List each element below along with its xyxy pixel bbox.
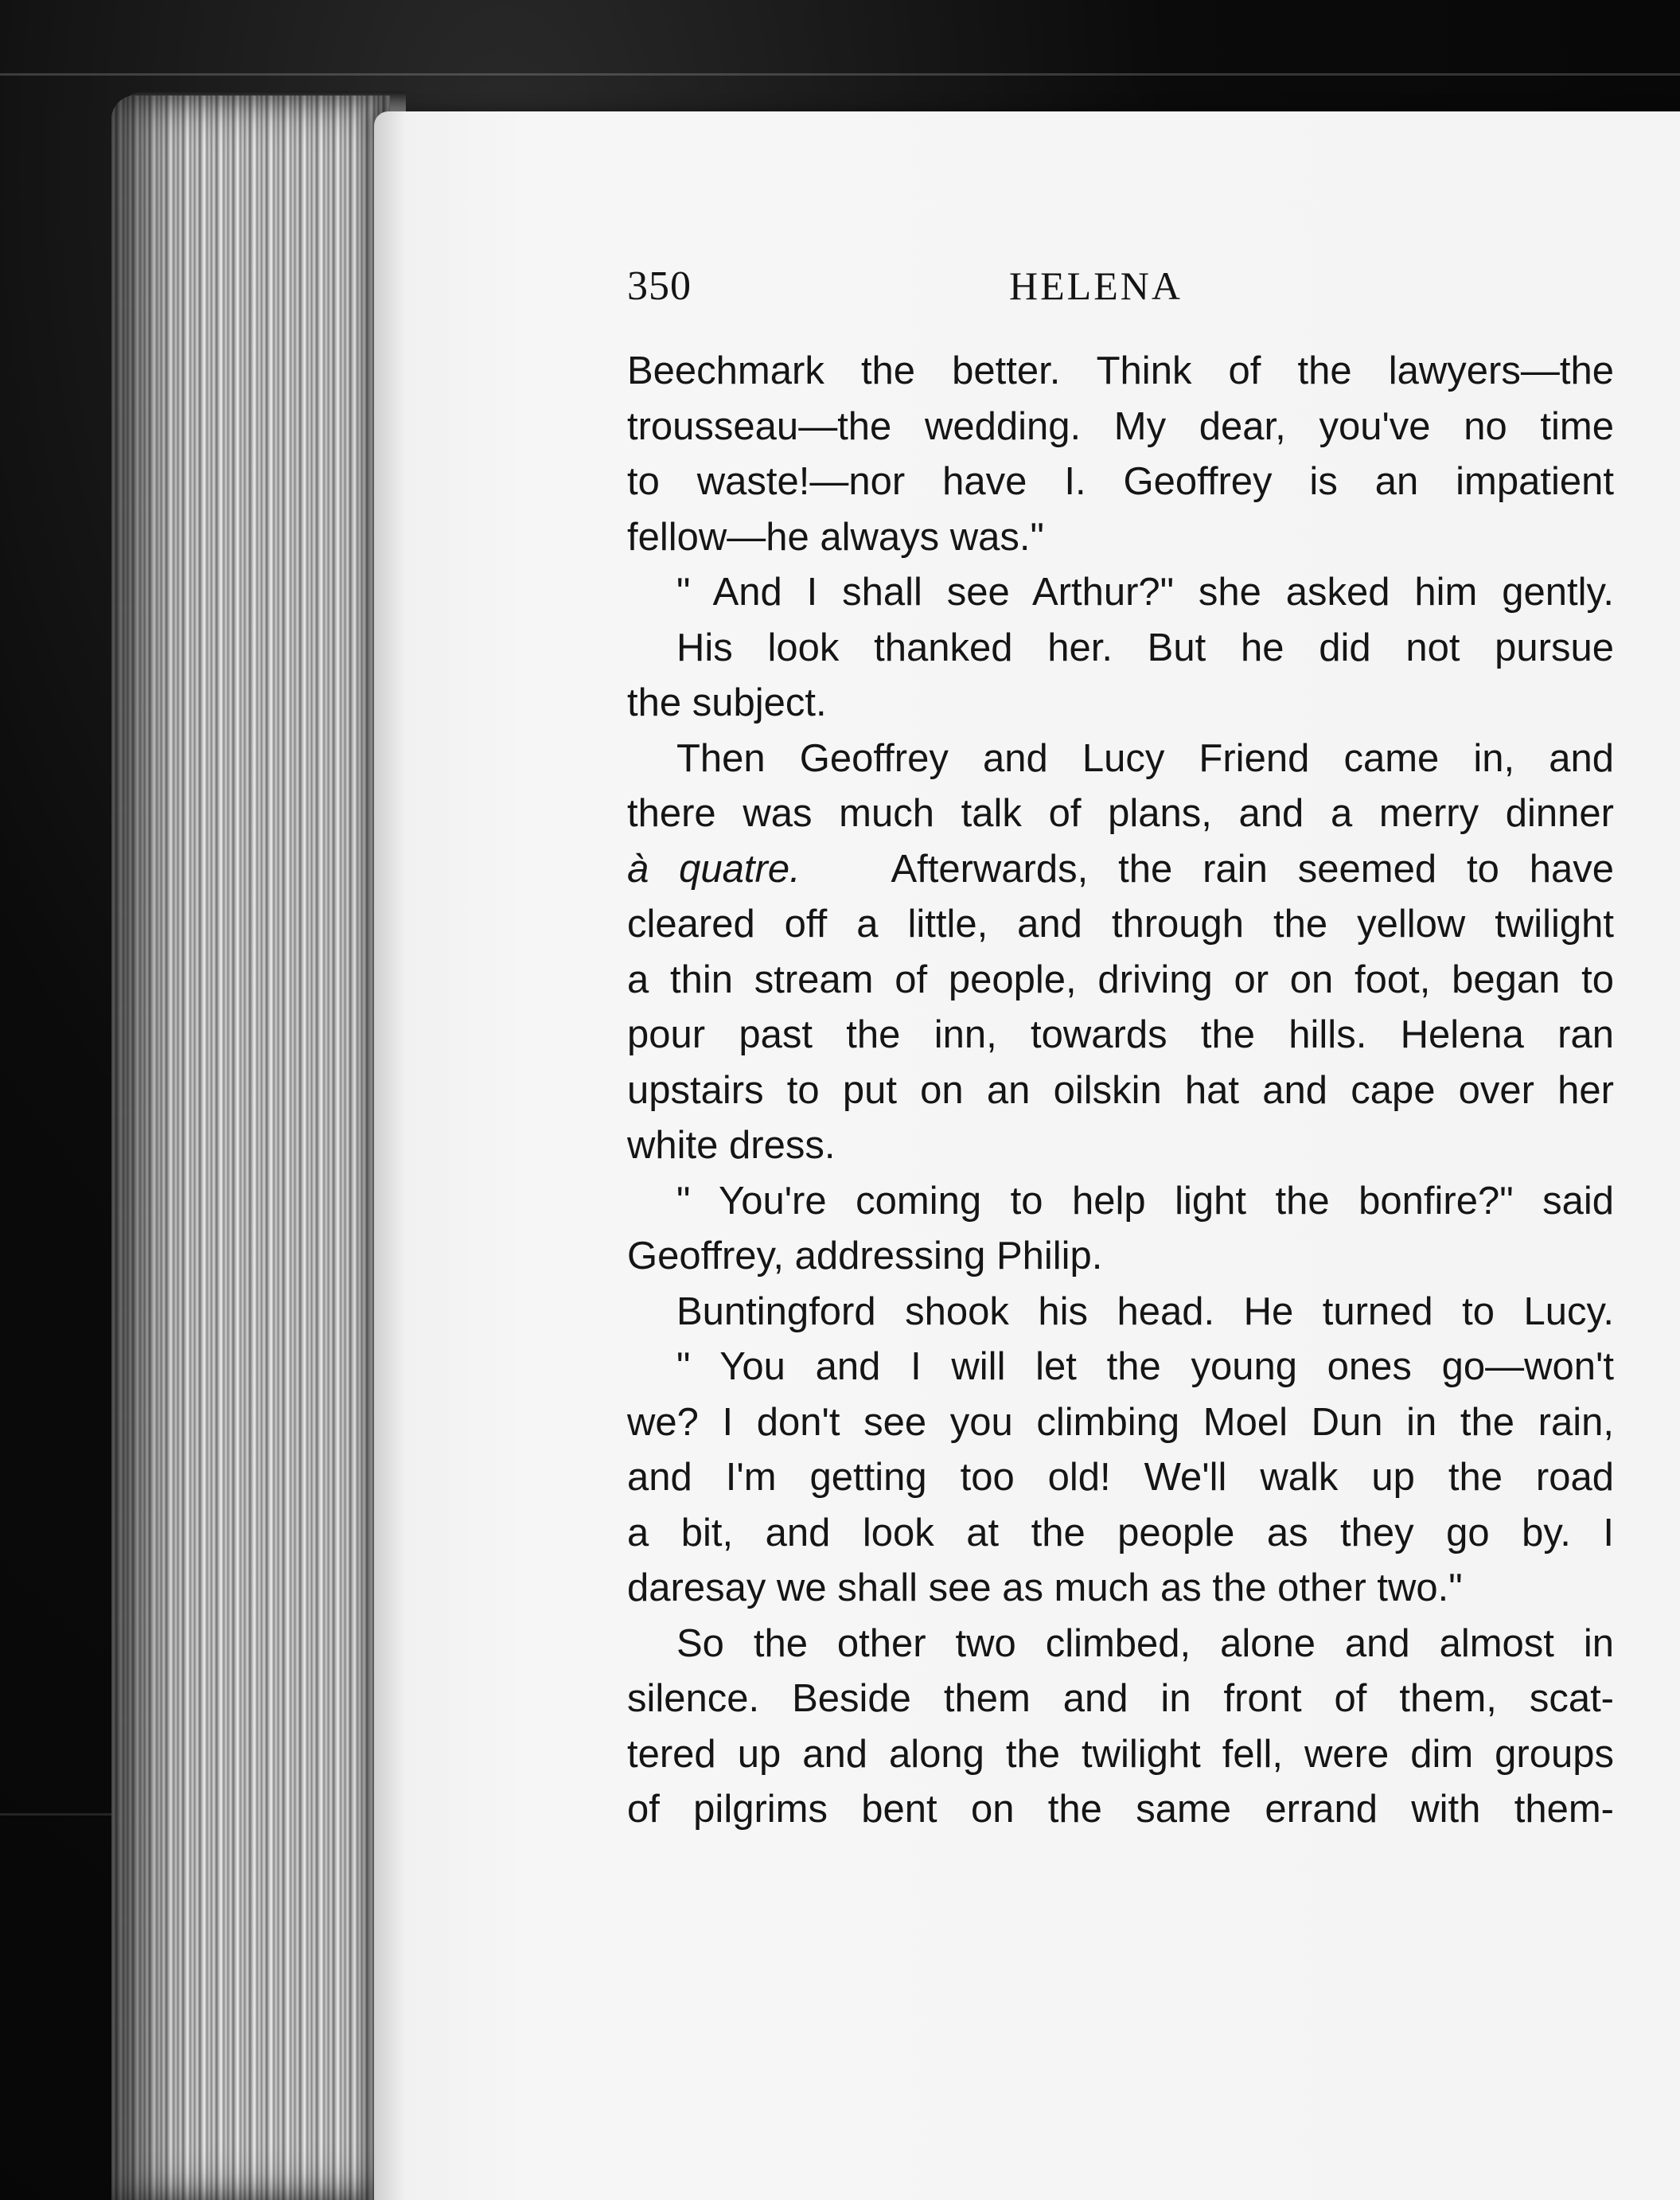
text-line: of pilgrims bent on the same errand with them- — [627, 1788, 1614, 1831]
text-line: fellow—he always was." — [627, 515, 1044, 559]
text-line: we? I don't see you climbing Moel Dun in the rain, — [627, 1400, 1614, 1444]
text-line-mixed — [627, 842, 1614, 898]
text-line: Beechmark the better. Think of the lawyers—the — [627, 349, 1614, 392]
text-line: upstairs to put on an oilskin hat and cape over her — [627, 1068, 1614, 1112]
running-title: HELENA — [1009, 263, 1183, 308]
page-stack-fore-edge — [111, 96, 390, 2200]
text-line: the subject. — [627, 681, 827, 724]
body-text — [627, 344, 1614, 1838]
text-line: white dress. — [627, 1124, 836, 1167]
text-line: So the other two climbed, alone and almost in — [676, 1621, 1614, 1665]
text-line: a thin stream of people, driving or on foot, began to — [627, 958, 1614, 1001]
text-line: tered up and along the twilight fell, were dim groups — [627, 1732, 1614, 1776]
running-head — [627, 263, 1614, 326]
text-line: there was much talk of plans, and a merry dinner — [627, 792, 1614, 835]
text-line: Geoffrey, addressing Philip. — [627, 1235, 1103, 1277]
text-line: a bit, and look at the people as they go by. I — [627, 1511, 1614, 1554]
text-line: and I'm getting too old! We'll walk up the road — [627, 1456, 1614, 1499]
text-line: " You and I will let the young ones go—won't — [676, 1345, 1614, 1388]
text-line: silence. Beside them and in front of them, scat- — [627, 1677, 1614, 1720]
text-line: " You're coming to help light the bonfire?" said — [676, 1179, 1614, 1223]
italic-phrase: à quatre. — [627, 847, 801, 891]
text-line: " And I shall see Arthur?" she asked him gently. — [676, 571, 1614, 614]
text-line: pour past the inn, towards the hills. Helena ran — [627, 1013, 1614, 1056]
text-line: His look thanked her. But he did not pursue — [676, 626, 1614, 669]
text-line: trousseau—the wedding. My dear, you've no time — [627, 404, 1614, 448]
text-line: to waste!—nor have I. Geoffrey is an impatient — [627, 460, 1614, 503]
scan-artifact-line — [0, 73, 1680, 76]
text-line: Buntingford shook his head. He turned to Lucy. — [676, 1289, 1614, 1333]
text-line: cleared off a little, and through the yellow twilight — [627, 903, 1614, 946]
page-number: 350 — [627, 263, 692, 309]
text-line: daresay we shall see as much as the other two." — [627, 1566, 1463, 1609]
text-fragment: Afterwards, the rain seemed to have — [891, 847, 1615, 891]
text-line: Then Geoffrey and Lucy Friend came in, and — [676, 736, 1614, 780]
